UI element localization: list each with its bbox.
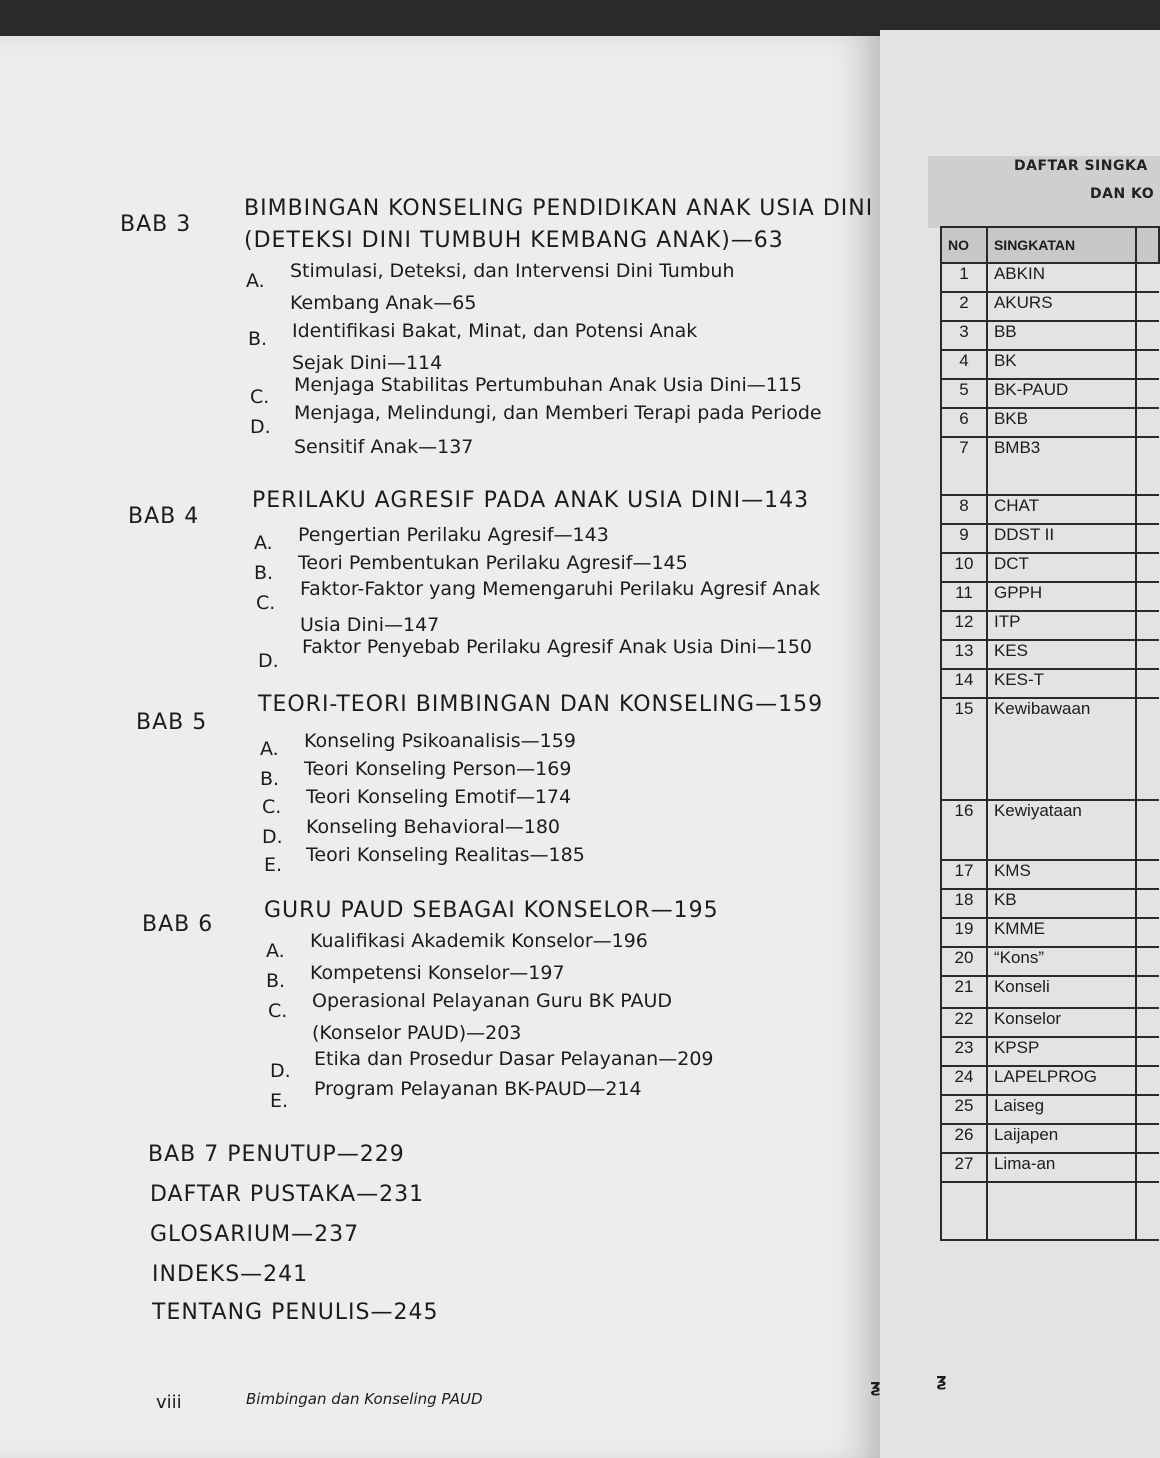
bab4-item-b-letter: B. [254, 562, 274, 584]
row-number: 6 [941, 408, 987, 437]
table-row [941, 800, 1159, 860]
row-rest [1136, 1037, 1159, 1066]
row-rest [1136, 698, 1159, 800]
row-rest [1136, 524, 1159, 553]
row-rest [1136, 889, 1159, 918]
row-abbreviation: KES-T [987, 669, 1136, 698]
bab3-item-a-line2: Kembang Anak—65 [290, 292, 477, 314]
table-row [941, 918, 1159, 947]
bab5-item-e-line1: Teori Konseling Realitas—185 [306, 844, 585, 866]
bab6-item-c-line1: Operasional Pelayanan Guru BK PAUD [312, 990, 672, 1012]
row-abbreviation: ABKIN [987, 263, 1136, 292]
table-row [941, 292, 1159, 321]
row-number: 17 [941, 860, 987, 889]
abbreviation-table [940, 226, 1160, 1241]
row-abbreviation: CHAT [987, 495, 1136, 524]
table-row [941, 976, 1159, 1008]
bab3-item-d-line2: Sensitif Anak—137 [294, 436, 474, 458]
row-rest [1136, 976, 1159, 1008]
table-header-row [941, 227, 1159, 263]
table-row [941, 350, 1159, 379]
bab5-item-d-letter: D. [262, 826, 283, 848]
table-row [941, 263, 1159, 292]
bab3-item-c-letter: C. [250, 386, 270, 408]
row-rest [1136, 918, 1159, 947]
bab3-item-d-letter: D. [250, 416, 271, 438]
row-number: 14 [941, 669, 987, 698]
row-number: 25 [941, 1095, 987, 1124]
row-rest [1136, 1095, 1159, 1124]
row-number: 16 [941, 800, 987, 860]
book-title: Bimbingan dan Konseling PAUD [246, 1390, 483, 1408]
toc-daftar-pustaka: DAFTAR PUSTAKA—231 [150, 1182, 425, 1207]
header-singkatan: SINGKATAN [987, 227, 1136, 263]
publisher-logo-icon: ƺ [936, 1370, 947, 1391]
row-abbreviation: LAPELPROG [987, 1066, 1136, 1095]
row-abbreviation: Kewibawaan [987, 698, 1136, 800]
bab5-title: TEORI-TEORI BIMBINGAN DAN KONSELING—159 [258, 692, 824, 717]
left-page [0, 36, 880, 1458]
bab6-item-e-line1: Program Pelayanan BK-PAUD—214 [314, 1078, 642, 1100]
bab6-item-e-letter: E. [270, 1090, 289, 1112]
bab6-item-b-line1: Kompetensi Konselor—197 [310, 962, 565, 984]
publisher-logo-icon: ƺ [870, 1376, 881, 1397]
bab4-item-a-line1: Pengertian Perilaku Agresif—143 [298, 524, 609, 546]
empty-cell [941, 1182, 987, 1240]
table-row [941, 379, 1159, 408]
row-number: 26 [941, 1124, 987, 1153]
page-number: viii [156, 1392, 182, 1413]
row-abbreviation: KPSP [987, 1037, 1136, 1066]
row-number: 5 [941, 379, 987, 408]
table-row [941, 553, 1159, 582]
row-rest [1136, 321, 1159, 350]
bab4-item-c-line1: Faktor-Faktor yang Memengaruhi Perilaku Agresif Anak [300, 578, 821, 600]
bab3-item-a-line1: Stimulasi, Deteksi, dan Intervensi Dini Tumbuh [290, 260, 735, 282]
row-number: 13 [941, 640, 987, 669]
table-row [941, 947, 1159, 976]
bab3-title-line2: (DETEKSI DINI TUMBUH KEMBANG ANAK)—63 [244, 228, 784, 253]
bab6-item-c-letter: C. [268, 1000, 288, 1022]
table-row [941, 1153, 1159, 1182]
bab3-item-a-letter: A. [246, 270, 265, 292]
table-row-empty [941, 1182, 1159, 1240]
bab3-item-b-letter: B. [248, 328, 268, 350]
toc-penutup: BAB 7 PENUTUP—229 [148, 1142, 405, 1167]
row-abbreviation: Laiseg [987, 1095, 1136, 1124]
row-abbreviation: DDST II [987, 524, 1136, 553]
table-row [941, 437, 1159, 495]
row-abbreviation: BK-PAUD [987, 379, 1136, 408]
bab5-item-b-line1: Teori Konseling Person—169 [304, 758, 572, 780]
bab3-title-line1: BIMBINGAN KONSELING PENDIDIKAN ANAK USIA DINI [244, 196, 874, 221]
bab4-item-b-line1: Teori Pembentukan Perilaku Agresif—145 [298, 552, 688, 574]
bab4-item-d-letter: D. [258, 650, 279, 672]
row-abbreviation: GPPH [987, 582, 1136, 611]
row-rest [1136, 860, 1159, 889]
row-number: 4 [941, 350, 987, 379]
bab6-item-b-letter: B. [266, 970, 286, 992]
bab3-label: BAB 3 [120, 212, 192, 237]
bab6-title: GURU PAUD SEBAGAI KONSELOR—195 [264, 898, 719, 923]
bab5-item-e-letter: E. [264, 854, 283, 876]
row-rest [1136, 408, 1159, 437]
row-rest [1136, 1008, 1159, 1037]
bab4-label: BAB 4 [128, 504, 200, 529]
row-number: 12 [941, 611, 987, 640]
row-rest [1136, 263, 1159, 292]
row-number: 22 [941, 1008, 987, 1037]
row-abbreviation: AKURS [987, 292, 1136, 321]
row-rest [1136, 947, 1159, 976]
table-row [941, 1124, 1159, 1153]
row-number: 8 [941, 495, 987, 524]
table-row [941, 611, 1159, 640]
table-row [941, 860, 1159, 889]
row-abbreviation: BMB3 [987, 437, 1136, 495]
row-abbreviation: Kewiyataan [987, 800, 1136, 860]
bab6-item-a-letter: A. [266, 940, 285, 962]
row-abbreviation: KMS [987, 860, 1136, 889]
row-rest [1136, 611, 1159, 640]
table-row [941, 321, 1159, 350]
row-rest [1136, 1066, 1159, 1095]
bab3-item-b-line2: Sejak Dini—114 [292, 352, 443, 374]
table-row [941, 1037, 1159, 1066]
row-number: 27 [941, 1153, 987, 1182]
table-row [941, 408, 1159, 437]
row-number: 11 [941, 582, 987, 611]
bab4-item-a-letter: A. [254, 532, 273, 554]
row-rest [1136, 1153, 1159, 1182]
row-number: 21 [941, 976, 987, 1008]
row-number: 9 [941, 524, 987, 553]
bab4-item-c-letter: C. [256, 592, 276, 614]
row-number: 1 [941, 263, 987, 292]
toc-glosarium: GLOSARIUM—237 [150, 1222, 360, 1247]
table-row [941, 1066, 1159, 1095]
bab4-item-c-line2: Usia Dini—147 [300, 614, 440, 636]
table-row [941, 698, 1159, 800]
row-rest [1136, 640, 1159, 669]
header-rest [1136, 227, 1159, 263]
row-rest [1136, 495, 1159, 524]
table-row [941, 640, 1159, 669]
bab3-item-b-line1: Identifikasi Bakat, Minat, dan Potensi Anak [292, 320, 698, 342]
bab3-item-d-line1: Menjaga, Melindungi, dan Memberi Terapi pada Periode [294, 402, 822, 424]
empty-cell [1136, 1182, 1159, 1240]
row-number: 15 [941, 698, 987, 800]
row-number: 7 [941, 437, 987, 495]
empty-cell [987, 1182, 1136, 1240]
row-rest [1136, 582, 1159, 611]
header-no: NO [941, 227, 987, 263]
bab6-item-d-letter: D. [270, 1060, 291, 1082]
row-number: 20 [941, 947, 987, 976]
row-abbreviation: Konseli [987, 976, 1136, 1008]
bab5-item-a-line1: Konseling Psikoanalisis—159 [304, 730, 576, 752]
row-abbreviation: BB [987, 321, 1136, 350]
row-abbreviation: Lima-an [987, 1153, 1136, 1182]
row-rest [1136, 669, 1159, 698]
bab5-item-b-letter: B. [260, 768, 280, 790]
row-abbreviation: Konselor [987, 1008, 1136, 1037]
row-number: 24 [941, 1066, 987, 1095]
row-abbreviation: ITP [987, 611, 1136, 640]
bab5-item-a-letter: A. [260, 738, 279, 760]
row-abbreviation: KB [987, 889, 1136, 918]
row-number: 23 [941, 1037, 987, 1066]
right-page [880, 30, 1160, 1458]
row-abbreviation: DCT [987, 553, 1136, 582]
row-abbreviation: KES [987, 640, 1136, 669]
bab6-item-a-line1: Kualifikasi Akademik Konselor—196 [310, 930, 648, 952]
row-abbreviation: BKB [987, 408, 1136, 437]
row-number: 3 [941, 321, 987, 350]
toc-indeks: INDEKS—241 [152, 1262, 309, 1287]
row-rest [1136, 350, 1159, 379]
row-rest [1136, 1124, 1159, 1153]
toc-tentang-penulis: TENTANG PENULIS—245 [152, 1300, 439, 1325]
row-rest [1136, 800, 1159, 860]
row-number: 2 [941, 292, 987, 321]
bab4-item-d-line1: Faktor Penyebab Perilaku Agresif Anak Usia Dini—150 [302, 636, 813, 658]
row-number: 10 [941, 553, 987, 582]
bab5-item-c-letter: C. [262, 796, 282, 818]
bab6-label: BAB 6 [142, 912, 214, 937]
right-page-header-line2: DAN KO [1090, 186, 1155, 202]
row-abbreviation: Laijapen [987, 1124, 1136, 1153]
row-abbreviation: KMME [987, 918, 1136, 947]
bab4-title: PERILAKU AGRESIF PADA ANAK USIA DINI—143 [252, 488, 810, 513]
bab5-item-c-line1: Teori Konseling Emotif—174 [306, 786, 572, 808]
row-rest [1136, 292, 1159, 321]
table-row [941, 889, 1159, 918]
row-number: 19 [941, 918, 987, 947]
table-row [941, 1008, 1159, 1037]
row-abbreviation: BK [987, 350, 1136, 379]
row-rest [1136, 553, 1159, 582]
bab5-label: BAB 5 [136, 710, 208, 735]
row-rest [1136, 379, 1159, 408]
table-row [941, 582, 1159, 611]
table-row [941, 669, 1159, 698]
row-abbreviation: “Kons” [987, 947, 1136, 976]
table-row [941, 524, 1159, 553]
bab6-item-d-line1: Etika dan Prosedur Dasar Pelayanan—209 [314, 1048, 714, 1070]
row-rest [1136, 437, 1159, 495]
row-number: 18 [941, 889, 987, 918]
right-page-header-line1: DAFTAR SINGKA [1014, 158, 1148, 174]
table-row [941, 495, 1159, 524]
bab5-item-d-line1: Konseling Behavioral—180 [306, 816, 561, 838]
bab6-item-c-line2: (Konselor PAUD)—203 [312, 1022, 522, 1044]
bab3-item-c-line1: Menjaga Stabilitas Pertumbuhan Anak Usia Dini—115 [294, 374, 803, 396]
table-row [941, 1095, 1159, 1124]
